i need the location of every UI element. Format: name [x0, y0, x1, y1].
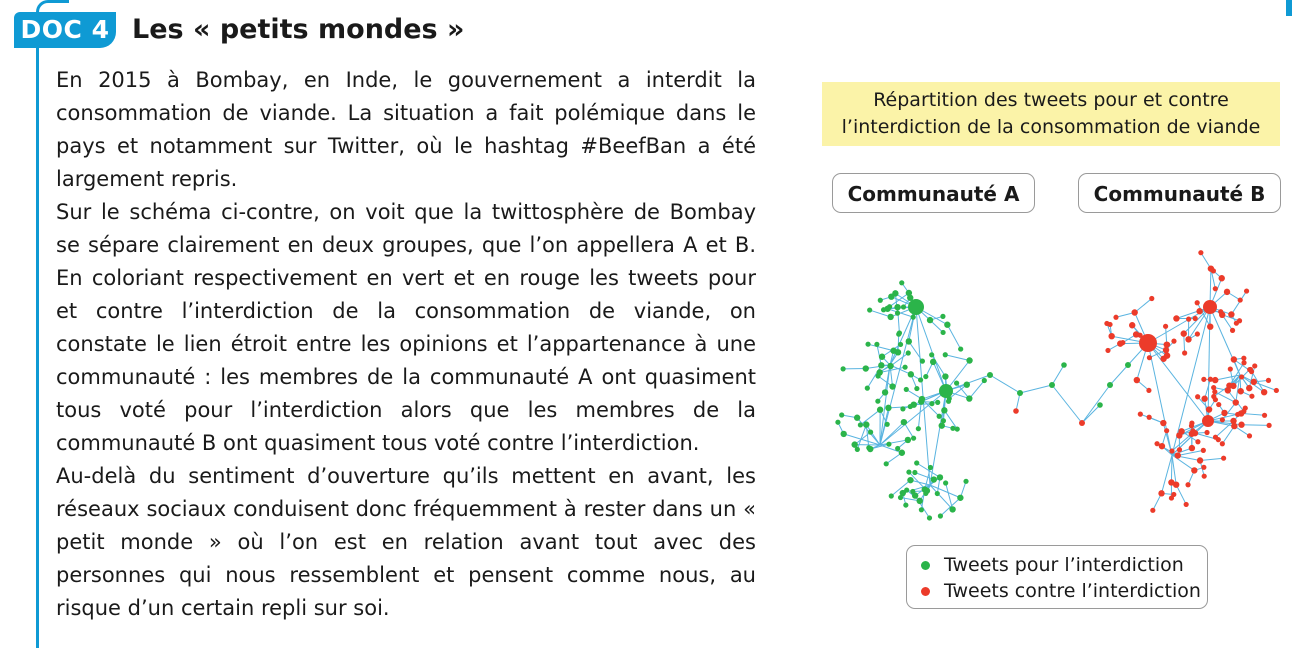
- legend-label-for: Tweets pour l’interdiction: [944, 554, 1184, 576]
- tweet-for-node: [867, 307, 872, 312]
- tweet-for-node: [950, 426, 955, 431]
- tweet-for-node: [943, 352, 948, 357]
- tweet-against-node: [1079, 420, 1085, 426]
- tweet-for-node: [935, 491, 940, 496]
- tweet-against-node: [1168, 479, 1174, 485]
- tweet-for-node: [1017, 390, 1023, 396]
- tweet-for-node: [940, 314, 945, 319]
- tweet-against-node: [1274, 388, 1279, 393]
- tweet-against-node: [1261, 389, 1267, 395]
- tweet-for-node: [931, 476, 937, 482]
- tweet-for-node: [874, 342, 879, 347]
- tweet-for-node: [912, 470, 917, 475]
- tweet-against-node: [1105, 348, 1110, 353]
- tweet-for-node: [878, 298, 883, 303]
- tweet-for-node: [858, 422, 863, 427]
- tweet-for-node: [854, 415, 860, 421]
- tweet-against-node: [1147, 415, 1152, 420]
- tweet-for-node: [906, 469, 911, 474]
- network-edge: [1052, 385, 1082, 423]
- tweet-against-node: [1169, 495, 1174, 500]
- tweet-against-node: [1197, 457, 1203, 463]
- tweet-against-node: [1138, 412, 1143, 417]
- tweet-for-node: [886, 442, 891, 447]
- tweet-against-node: [1208, 265, 1214, 271]
- network-edge: [1231, 291, 1246, 314]
- tweet-against-node: [1164, 341, 1170, 347]
- legend-row-for: [921, 552, 1207, 578]
- tweet-for-node: [839, 412, 844, 417]
- tweet-against-node: [1246, 385, 1252, 391]
- tweet-for-node: [906, 350, 911, 355]
- tweet-for-node: [865, 386, 870, 391]
- tweet-against-node: [1252, 363, 1257, 368]
- tweet-against-node: [1164, 352, 1170, 358]
- tweet-for-node: [884, 461, 889, 466]
- network-edge: [1162, 455, 1172, 493]
- tweet-for-node: [937, 474, 943, 480]
- tweet-against-node: [1211, 394, 1216, 399]
- tweet-for-node: [895, 446, 900, 451]
- legend: [906, 545, 1208, 609]
- tweet-against-node: [1176, 432, 1182, 438]
- tweet-for-node: [878, 362, 884, 368]
- tweet-against-node: [1221, 456, 1226, 461]
- tweet-for-node: [898, 342, 903, 347]
- tweet-for-node: [840, 431, 846, 437]
- tweet-against-node: [1221, 410, 1227, 416]
- tweet-for-node: [895, 311, 900, 316]
- tweet-for-node: [946, 399, 951, 404]
- tweet-against-node: [1238, 297, 1243, 302]
- network-edge: [930, 485, 960, 498]
- tweet-for-node: [929, 401, 934, 406]
- tweet-for-node: [876, 369, 882, 375]
- paragraph-1: En 2015 à Bombay, en Inde, le gouvernement a interdit la consommation de viande. La situation a fait polémique dans le pays et notamment sur Twitter, où le hashtag #BeefBan a été largement repris.: [56, 64, 756, 196]
- tweet-against-node: [1146, 388, 1151, 393]
- tweet-for-node: [937, 414, 942, 419]
- tweet-against-node: [1163, 324, 1168, 329]
- community-a-label: Communauté A: [832, 173, 1035, 213]
- tweet-against-node: [1189, 445, 1195, 451]
- body-text: [56, 64, 756, 625]
- tweet-for-node: [914, 386, 919, 391]
- tweet-against-node: [1241, 360, 1246, 365]
- tweet-for-node: [889, 493, 894, 498]
- network-edge: [916, 307, 930, 485]
- network-edge: [1110, 365, 1128, 385]
- tweet-for-node: [1049, 382, 1055, 388]
- tweet-for-node: [894, 304, 900, 310]
- tweet-for-node: [904, 387, 909, 392]
- doc-badge: DOC 4: [14, 12, 116, 48]
- tweet-for-node: [911, 436, 916, 441]
- tweet-against-node: [1203, 300, 1217, 314]
- network-edges: [838, 253, 1276, 518]
- tweet-for-node: [902, 365, 907, 370]
- tweet-against-node: [1241, 356, 1246, 361]
- caption-line-1: Répartition des tweets pour et contre: [822, 87, 1280, 114]
- tweet-for-node: [928, 465, 933, 470]
- tweet-for-node: [935, 400, 940, 405]
- tweet-for-node: [944, 322, 950, 328]
- tweet-for-node: [908, 299, 924, 315]
- tweet-for-node: [957, 495, 963, 501]
- tweet-against-node: [1195, 394, 1200, 399]
- tweet-for-node: [1061, 362, 1067, 368]
- tweet-against-node: [1204, 430, 1209, 435]
- tweet-for-node: [887, 363, 893, 369]
- tweet-for-node: [863, 365, 869, 371]
- tweet-against-node: [1149, 296, 1154, 301]
- network-edge: [947, 325, 960, 349]
- tweet-for-node: [917, 498, 923, 504]
- community-b-label: Communauté B: [1078, 173, 1281, 213]
- tweet-against-node: [1225, 387, 1231, 393]
- paragraph-2: Sur le schéma ci-contre, on voit que la twittosphère de Bombay se sépare clairement en deux groupes, que l’on appellera A et B. En coloriant respectivement en vert et en rouge les tweets pour et contre l’interdiction de la consommation de viande, on constate le lien étroit entre les opinions et l’appartenance à une communauté : les membres de la communauté A ont quasiment tous voté pour l’interdiction alors que les membres de la communauté B ont quasiment tous voté contre l’interdiction.: [56, 196, 756, 460]
- tweet-for-node: [890, 348, 896, 354]
- tweet-for-node: [987, 372, 993, 378]
- tweet-for-node: [835, 420, 840, 425]
- tweet-against-node: [1129, 322, 1135, 328]
- tweet-against-node: [1196, 308, 1202, 314]
- tweet-against-node: [1201, 377, 1206, 382]
- tweet-against-node: [1131, 309, 1137, 315]
- tweet-against-node: [1247, 433, 1252, 438]
- tweet-against-node: [1117, 340, 1123, 346]
- tweet-against-node: [1202, 415, 1214, 427]
- tweet-for-node: [882, 389, 888, 395]
- tweet-for-node: [901, 304, 906, 309]
- tweet-against-node: [1234, 321, 1239, 326]
- tweet-against-node: [1189, 423, 1194, 428]
- tweet-against-node: [1201, 465, 1206, 470]
- tweet-against-node: [1171, 339, 1176, 344]
- tweet-against-node: [1202, 474, 1207, 479]
- tweet-against-node: [1212, 377, 1218, 383]
- tweet-against-node: [1212, 389, 1217, 394]
- network-edge: [1052, 365, 1064, 385]
- tweet-for-node: [900, 406, 905, 411]
- tweet-against-node: [1139, 334, 1157, 352]
- legend-dot-against-icon: [921, 587, 930, 596]
- tweet-against-node: [1206, 406, 1212, 412]
- tweet-for-node: [865, 342, 870, 347]
- tweet-for-node: [851, 441, 857, 447]
- tweet-against-node: [1267, 423, 1272, 428]
- network-graph: [820, 215, 1290, 535]
- tweet-against-node: [1238, 422, 1244, 428]
- tweet-against-node: [1207, 323, 1213, 329]
- tweet-against-node: [1191, 467, 1197, 473]
- tweet-for-node: [908, 371, 914, 377]
- tweet-against-node: [1231, 423, 1237, 429]
- paragraph-3: Au-delà du sentiment d’ouverture qu’ils mettent en avant, les réseaux sociaux conduisent donc fréquemment à rester dans un « petit monde » où l’on est en relation avant tout avec des personnes qui nous ressemblent et pensent comme nous, au risque d’un certain repli sur soi.: [56, 460, 756, 625]
- tweet-against-node: [1133, 331, 1139, 337]
- tweet-for-node: [923, 374, 928, 379]
- tweet-for-node: [901, 419, 907, 425]
- tweet-against-node: [1160, 420, 1166, 426]
- doc-title: Les « petits mondes »: [132, 10, 464, 50]
- tweet-for-node: [954, 381, 959, 386]
- doc-left-rule: [36, 48, 39, 648]
- tweet-for-node: [922, 486, 928, 492]
- tweet-against-node: [1219, 275, 1225, 281]
- tweet-against-node: [1181, 330, 1187, 336]
- tweet-for-node: [896, 332, 901, 337]
- network-edge: [1171, 455, 1172, 482]
- tweet-for-node: [899, 450, 905, 456]
- tweet-against-node: [1249, 394, 1254, 399]
- tweet-against-node: [1195, 439, 1200, 444]
- tweet-against-node: [1201, 448, 1206, 453]
- network-edge: [918, 402, 921, 429]
- tweet-for-node: [885, 405, 891, 411]
- tweet-for-node: [906, 338, 912, 344]
- tweet-for-node: [949, 506, 955, 512]
- tweet-against-node: [1158, 490, 1164, 496]
- tweet-for-node: [884, 306, 890, 312]
- tweet-for-node: [889, 383, 895, 389]
- tweet-against-node: [1220, 417, 1225, 422]
- tweet-against-node: [1182, 350, 1187, 355]
- tweet-against-node: [1198, 250, 1203, 255]
- tweet-against-node: [1113, 315, 1118, 320]
- tweet-against-node: [1184, 502, 1189, 507]
- tweet-against-node: [1238, 388, 1244, 394]
- tweet-against-node: [1013, 408, 1019, 414]
- tweet-against-node: [1233, 399, 1239, 405]
- tweet-against-node: [1185, 336, 1191, 342]
- tweet-against-node: [1224, 289, 1230, 295]
- network-edge: [1082, 385, 1110, 423]
- tweet-against-node: [1192, 430, 1198, 436]
- tweet-against-node: [1163, 347, 1169, 353]
- tweet-against-node: [1195, 331, 1200, 336]
- tweet-for-node: [911, 315, 916, 320]
- tweet-against-node: [1107, 322, 1112, 327]
- network-edge: [1222, 426, 1234, 444]
- tweet-for-node: [903, 502, 908, 507]
- tweet-against-node: [1219, 312, 1225, 318]
- tweet-for-node: [943, 480, 948, 485]
- tweet-against-node: [1216, 402, 1221, 407]
- network-edge: [945, 355, 969, 361]
- network-edge: [969, 381, 984, 399]
- tweet-against-node: [1262, 413, 1267, 418]
- tweet-for-node: [938, 513, 943, 518]
- network-nodes: [835, 250, 1279, 520]
- tweet-for-node: [863, 421, 869, 427]
- tweet-for-node: [841, 366, 846, 371]
- tweet-for-node: [918, 377, 923, 382]
- tweet-for-node: [942, 373, 948, 379]
- tweet-against-node: [1177, 447, 1182, 452]
- tweet-against-node: [1193, 316, 1198, 321]
- tweet-against-node: [1213, 286, 1218, 291]
- tweet-for-node: [877, 407, 883, 413]
- tweet-against-node: [1175, 452, 1181, 458]
- tweet-against-node: [1147, 355, 1152, 360]
- network-edge: [1135, 298, 1152, 312]
- tweet-for-node: [941, 407, 947, 413]
- tweet-against-node: [1230, 383, 1236, 389]
- tweet-against-node: [1241, 409, 1246, 414]
- tweet-against-node: [1164, 428, 1169, 433]
- tweet-against-node: [1228, 311, 1234, 317]
- tweet-against-node: [1169, 448, 1174, 453]
- page-corner-mark: [1286, 0, 1292, 16]
- legend-row-against: [921, 578, 1207, 604]
- tweet-against-node: [1195, 300, 1200, 305]
- tweet-for-node: [907, 477, 913, 483]
- tweet-for-node: [927, 317, 933, 323]
- tweet-against-node: [1220, 441, 1225, 446]
- tweet-for-node: [966, 357, 972, 363]
- tweet-for-node: [875, 399, 880, 404]
- tweet-for-node: [920, 359, 925, 364]
- legend-dot-for-icon: [921, 561, 930, 570]
- tweet-for-node: [888, 293, 894, 299]
- legend-label-against: Tweets contre l’interdiction: [944, 580, 1201, 602]
- tweet-for-node: [916, 426, 921, 431]
- network-edge: [1020, 385, 1052, 393]
- tweet-against-node: [1186, 317, 1191, 322]
- tweet-for-node: [885, 422, 890, 427]
- network-edge: [1200, 458, 1224, 460]
- tweet-for-node: [899, 280, 904, 285]
- tweet-for-node: [929, 352, 934, 357]
- tweet-for-node: [941, 330, 946, 335]
- tweet-for-node: [868, 430, 873, 435]
- tweet-for-node: [939, 384, 953, 398]
- tweet-for-node: [919, 507, 924, 512]
- tweet-for-node: [919, 396, 925, 402]
- network-edge: [990, 375, 1020, 393]
- tweet-against-node: [1108, 333, 1114, 339]
- tweet-for-node: [912, 492, 918, 498]
- tweet-against-node: [1231, 356, 1237, 362]
- tweet-against-node: [1266, 378, 1271, 383]
- tweet-for-node: [906, 290, 912, 296]
- tweet-against-node: [1173, 315, 1179, 321]
- tweet-against-node: [1248, 367, 1253, 372]
- tweet-against-node: [1230, 328, 1235, 333]
- tweet-for-node: [939, 422, 945, 428]
- network-edge: [1242, 425, 1270, 426]
- network-edge: [1082, 405, 1100, 423]
- tweet-for-node: [982, 378, 987, 383]
- tweet-for-node: [867, 446, 873, 452]
- tweet-against-node: [1150, 508, 1155, 513]
- tweet-for-node: [966, 395, 972, 401]
- tweet-against-node: [1239, 374, 1244, 379]
- tweet-for-node: [905, 437, 911, 443]
- tweet-for-node: [1125, 362, 1131, 368]
- tweet-for-node: [1097, 402, 1103, 408]
- network-edge: [1148, 343, 1172, 455]
- tweet-for-node: [927, 515, 932, 520]
- tweet-against-node: [1228, 366, 1233, 371]
- tweet-against-node: [1201, 396, 1207, 402]
- network-edge: [909, 341, 923, 361]
- tweet-for-node: [958, 346, 963, 351]
- tweet-for-node: [930, 359, 936, 365]
- caption-line-2: l’interdiction de la consommation de viande: [822, 114, 1280, 141]
- tweet-against-node: [1244, 288, 1249, 293]
- tweet-against-node: [1185, 482, 1190, 487]
- network-edge: [860, 410, 880, 425]
- tweet-for-node: [963, 479, 968, 484]
- tweet-for-node: [900, 490, 906, 496]
- tweet-for-node: [879, 354, 885, 360]
- tweet-against-node: [1251, 379, 1257, 385]
- tweet-for-node: [908, 404, 913, 409]
- tweet-against-node: [1134, 377, 1140, 383]
- tweet-for-node: [964, 381, 970, 387]
- tweet-against-node: [1159, 443, 1165, 449]
- tweet-against-node: [1216, 437, 1221, 442]
- tweet-for-node: [1107, 382, 1113, 388]
- figure-caption: [822, 82, 1280, 146]
- tweet-for-node: [887, 314, 893, 320]
- network-edge: [1176, 485, 1186, 505]
- network-edge: [868, 344, 893, 351]
- tweet-for-node: [914, 460, 919, 465]
